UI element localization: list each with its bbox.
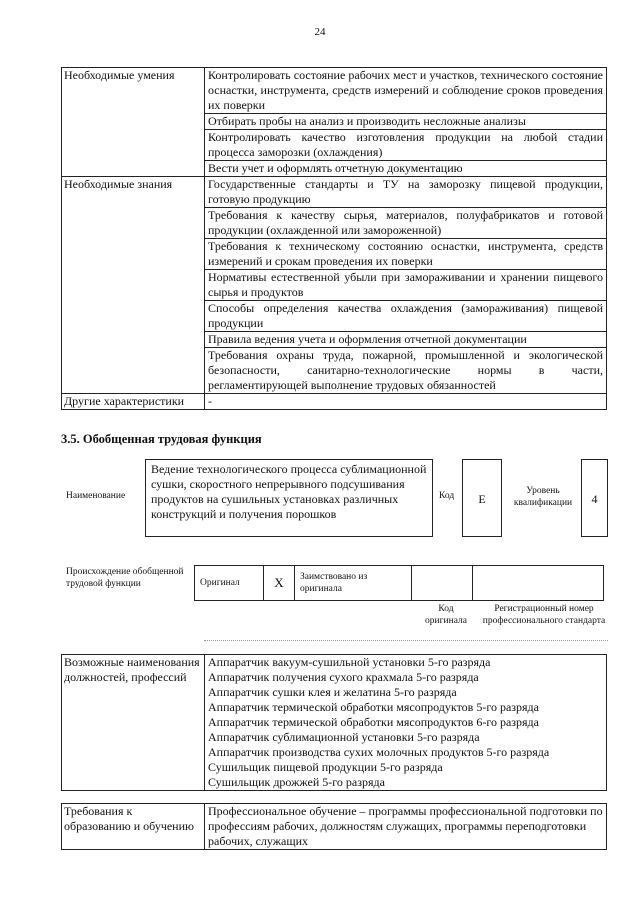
knowledge-row: Правила ведения учета и оформления отчетной документации (205, 332, 607, 348)
skill-row: Вести учет и оформлять отчетную документацию (205, 161, 607, 177)
position-item: Аппаратчик получения сухого крахмала 5-го разряда (208, 670, 479, 684)
positions-label: Возможные наименования должностей, профессий (62, 655, 205, 791)
name-label: Наименование (66, 491, 126, 501)
original-mark: X (264, 566, 295, 601)
skills-knowledge-table (61, 67, 607, 410)
separator (204, 640, 608, 641)
function-name-box: Ведение технологического процесса сублимационной сушки, скоростного непрерывного подсушивания продуктов на сушильных установках различных конструкций и получения порошков (145, 459, 433, 537)
education-value: Профессиональное обучение – программы профессиональной подготовки по профессиям рабочих, должностям служащих, программы переподготовки рабочих, служащих (205, 804, 607, 850)
position-item: Аппаратчик вакуум-сушильной установки 5-го разряда (208, 655, 491, 669)
knowledge-row: Требования охраны труда, пожарной, промышленной и экологической безопасности, санитарно-технологические нормы в части, регламентирующей выполнение трудовых обязанностей (205, 348, 607, 394)
position-item: Аппаратчик производства сухих молочных продуктов 5-го разряда (208, 745, 550, 759)
position-item: Аппаратчик сушки клея и желатина 5-го разряда (208, 685, 457, 699)
function-code-box: E (462, 459, 502, 537)
knowledge-row: Требования к техническому состоянию оснастки, инструмента, средств измерений и срокам проведения их поверки (205, 239, 607, 270)
origin-label: Происхождение обобщенной трудовой функции (66, 567, 184, 589)
skills-label: Необходимые умения (62, 68, 205, 177)
education-label: Требования к образованию и обучению (62, 804, 205, 850)
reg-number-cell (473, 566, 604, 601)
code-original-cell (412, 566, 473, 601)
positions-list-cell (205, 655, 607, 791)
education-table (61, 803, 607, 850)
original-label: Оригинал (195, 566, 264, 601)
level-label: Уровень квалификации (513, 486, 573, 508)
knowledge-row: Требования к качеству сырья, материалов, полуфабрикатов и готовой продукции (охлажденной или замороженной) (205, 208, 607, 239)
borrowed-label: Заимствовано из оригинала (295, 566, 412, 601)
code-label: Код (439, 491, 455, 501)
other-characteristics-label: Другие характеристики (62, 394, 205, 410)
origin-table (194, 565, 604, 601)
section-title: 3.5. Обобщенная трудовая функция (61, 432, 262, 446)
other-characteristics-value: - (205, 394, 607, 410)
reg-number-caption: Регистрационный номер профессионального стандарта (482, 604, 606, 626)
position-item: Аппаратчик термической обработки мясопродуктов 6-го разряда (208, 715, 539, 729)
positions-table (61, 654, 607, 791)
position-item: Сушильщик пищевой продукции 5-го разряда (208, 760, 443, 774)
position-item: Аппаратчик термической обработки мясопродуктов 5-го разряда (208, 700, 539, 714)
knowledge-label: Необходимые знания (62, 177, 205, 394)
position-item: Сушильщик дрожжей 5-го разряда (208, 775, 385, 789)
knowledge-row: Нормативы естественной убыли при замораживании и хранении пищевого сырья и продуктов (205, 270, 607, 301)
knowledge-row: Государственные стандарты и ТУ на заморозку пищевой продукции, готовую продукцию (205, 177, 607, 208)
skill-row: Контролировать состояние рабочих мест и участков, технического состояние оснастки, инструмента, средств измерений и соблюдение сроков проведения их поверки (205, 68, 607, 114)
page-number: 24 (314, 26, 326, 38)
skill-row: Контролировать качество изготовления продукции на любой стадии процесса заморозки (охлаждения) (205, 130, 607, 161)
code-original-caption: Код оригинала (425, 604, 467, 626)
position-item: Аппаратчик сублимационной установки 5-го разряда (208, 730, 480, 744)
knowledge-row: Способы определения качества охлаждения (замораживания) пищевой продукции (205, 301, 607, 332)
skill-row: Отбирать пробы на анализ и производить несложные анализы (205, 114, 607, 130)
qualification-level-box: 4 (581, 459, 608, 537)
